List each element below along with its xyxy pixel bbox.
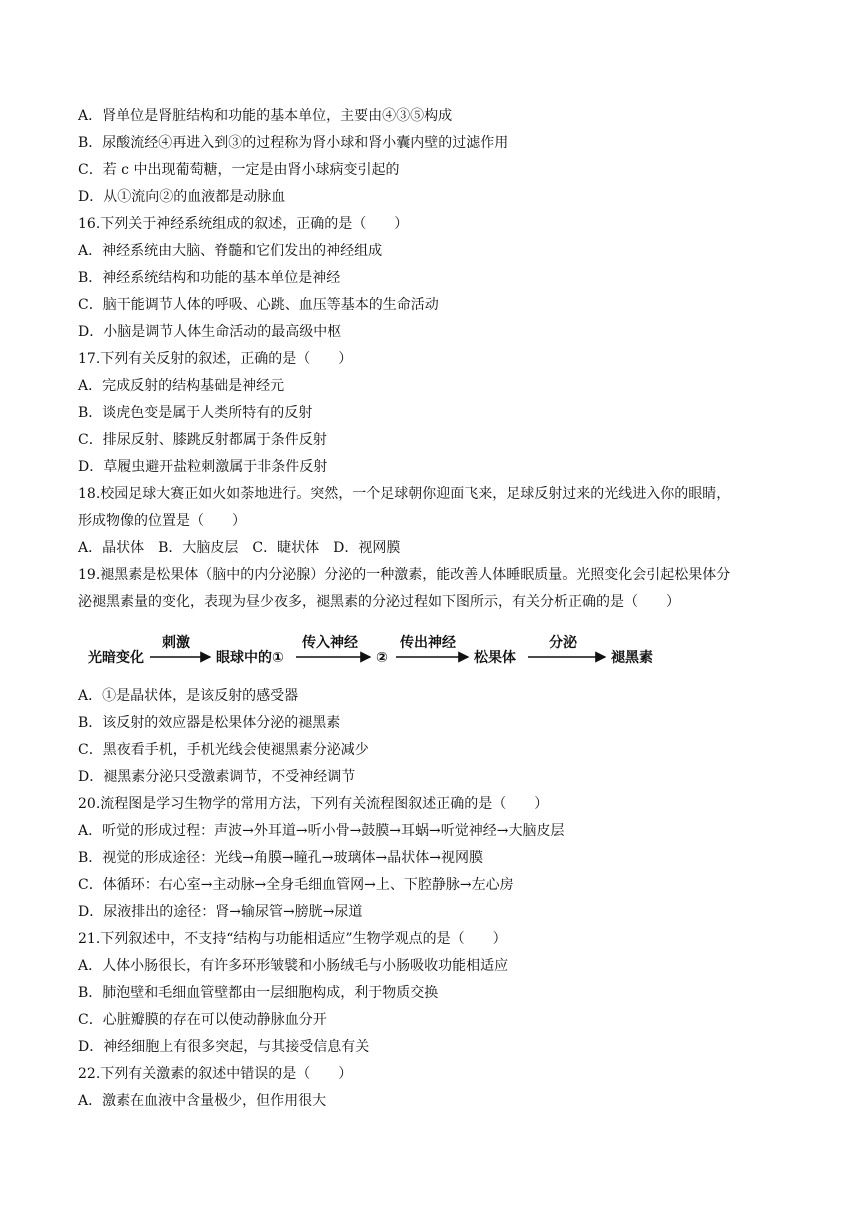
q18-stem-line2: 形成物像的位置是（ ） — [78, 513, 246, 529]
flow-node-2: ② — [376, 650, 388, 666]
flow-label-efferent: 传出神经 — [400, 635, 456, 651]
q15-option-b: B．尿酸流经④再进入到③的过程称为肾小球和肾小囊内壁的过滤作用 — [78, 135, 509, 151]
q19-stem-line1: 19.褪黑素是松果体（脑中的内分泌腺）分泌的一种激素，能改善人体睡眠质量。光照变化会引起松果体分 — [78, 567, 731, 583]
q20-stem: 20.流程图是学习生物学的常用方法，下列有关流程图叙述正确的是（ ） — [78, 796, 549, 812]
q19-stem-line2: 泌褪黑素量的变化，表现为昼少夜多，褪黑素的分泌过程如下图所示，有关分析正确的是（ ） — [78, 594, 680, 610]
q16-option-d: D．小脑是调节人体生命活动的最高级中枢 — [78, 324, 342, 340]
q17-option-a: A．完成反射的结构基础是神经元 — [78, 378, 285, 394]
q22-stem: 22.下列有关激素的叙述中错误的是（ ） — [78, 1066, 353, 1082]
q15-option-c: C．若 c 中出现葡萄糖，一定是由肾小球病变引起的 — [78, 162, 400, 178]
q18-stem-line1: 18.校园足球大赛正如火如荼地进行。突然，一个足球朝你迎面飞来，足球反射过来的光线进入你的眼睛， — [78, 486, 731, 502]
q20-option-a: A．听觉的形成过程：声波→外耳道→听小骨→鼓膜→耳蜗→听觉神经→大脑皮层 — [78, 823, 565, 839]
q21-option-c: C．心脏瓣膜的存在可以使动静脉血分开 — [78, 1012, 327, 1028]
flow-node-pineal: 松果体 — [474, 650, 516, 666]
q15-option-d: D．从①流向②的血液都是动脉血 — [78, 189, 286, 205]
q21-option-a: A．人体小肠很长，有许多环形皱襞和小肠绒毛与小肠吸收功能相适应 — [78, 958, 509, 974]
q22-option-a: A．激素在血液中含量极少，但作用很大 — [78, 1093, 327, 1109]
q17-option-d: D．草履虫避开盐粒刺激属于非条件反射 — [78, 459, 328, 475]
q19-option-b: B．该反射的效应器是松果体分泌的褪黑素 — [78, 715, 341, 731]
q19-option-c: C．黑夜看手机，手机光线会使褪黑素分泌减少 — [78, 742, 369, 758]
q21-option-b: B．肺泡壁和毛细血管壁都由一层细胞构成，利于物质交换 — [78, 985, 439, 1001]
q16-option-c: C．脑干能调节人体的呼吸、心跳、血压等基本的生命活动 — [78, 297, 439, 313]
q16-option-b: B．神经系统结构和功能的基本单位是神经 — [78, 270, 341, 286]
flow-label-stimulus: 刺激 — [162, 635, 190, 651]
flow-node-melatonin: 褪黑素 — [611, 650, 653, 666]
q18-options: A．晶状体 B．大脑皮层 C．睫状体 D．视网膜 — [78, 540, 401, 556]
q19-option-d: D．褪黑素分泌只受激素调节，不受神经调节 — [78, 769, 356, 785]
q20-option-b: B．视觉的形成途径：光线→角膜→瞳孔→玻璃体→晶状体→视网膜 — [78, 850, 483, 866]
q20-option-c: C．体循环：右心室→主动脉→全身毛细血管网→上、下腔静脉→左心房 — [78, 877, 514, 893]
flow-node-eye: 眼球中的① — [216, 650, 284, 666]
q17-stem: 17.下列有关反射的叙述，正确的是（ ） — [78, 351, 353, 367]
q17-option-c: C．排尿反射、膝跳反射都属于条件反射 — [78, 432, 327, 448]
q17-option-b: B．谈虎色变是属于人类所特有的反射 — [78, 405, 313, 421]
q20-option-d: D．尿液排出的途径：肾→输尿管→膀胱→尿道 — [78, 904, 363, 920]
q19-option-a: A．①是晶状体，是该反射的感受器 — [78, 688, 299, 704]
melatonin-flow-diagram — [88, 630, 688, 674]
q21-stem: 21.下列叙述中，不支持“结构与功能相适应”生物学观点的是（ ） — [78, 931, 507, 947]
q16-option-a: A．神经系统由大脑、脊髓和它们发出的神经组成 — [78, 243, 383, 259]
flow-label-afferent: 传入神经 — [302, 635, 358, 651]
q15-option-a: A．肾单位是肾脏结构和功能的基本单位，主要由④③⑤构成 — [78, 108, 453, 124]
q21-option-d: D．神经细胞上有很多突起，与其接受信息有关 — [78, 1039, 370, 1055]
flow-label-secrete: 分泌 — [549, 635, 577, 651]
flow-node-light-change: 光暗变化 — [88, 650, 144, 666]
q16-stem: 16.下列关于神经系统组成的叙述，正确的是（ ） — [78, 216, 409, 232]
